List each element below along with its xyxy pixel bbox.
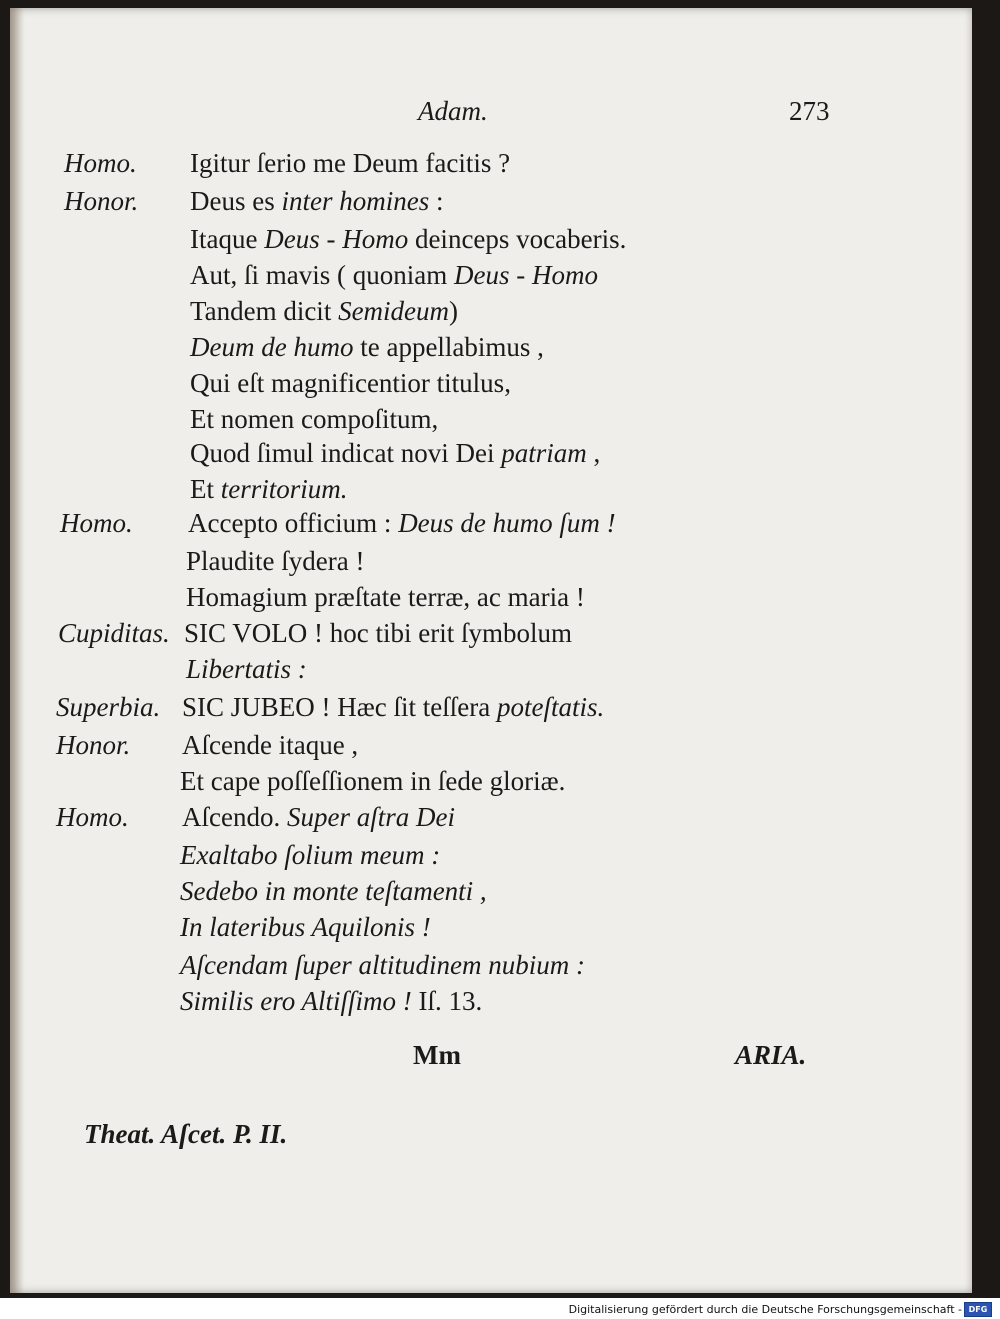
italic-text-segment: Libertatis : <box>186 654 307 684</box>
speaker-name: Homo. <box>56 802 129 832</box>
speaker-name: Cupiditas. <box>58 618 170 648</box>
text-segment: Aut, ſi mavis ( quoniam <box>190 260 454 290</box>
catchword: ARIA. <box>735 1040 807 1070</box>
dfg-logo: DFG <box>964 1302 992 1317</box>
verse-line <box>190 226 626 253</box>
italic-text-segment: In lateribus Aquilonis ! <box>180 912 431 942</box>
speaker-name: Superbia. <box>56 692 161 722</box>
text-segment: Plaudite ſydera ! <box>186 546 365 576</box>
text-segment: SIC JUBEO ! Hæc ſit teſſera <box>182 692 497 722</box>
text-segment: , <box>586 438 601 468</box>
verse-line <box>186 584 585 611</box>
verse-line <box>190 262 598 289</box>
verse-line <box>180 842 440 869</box>
text-segment: Aſcendo. <box>182 802 287 832</box>
text-segment: Itaque <box>190 224 265 254</box>
italic-text-segment: Semideum <box>338 296 450 326</box>
verse-line <box>190 440 600 467</box>
text-segment: Tandem dicit <box>190 296 339 326</box>
italic-text-segment: Deus - Homo <box>453 260 598 290</box>
verse-line <box>190 334 544 361</box>
verse-line <box>182 804 455 831</box>
verse-line <box>180 878 487 905</box>
verse-line <box>190 298 458 325</box>
text-segment: Quod ſimul indicat novi Dei <box>190 438 502 468</box>
italic-text-segment: Sedebo in monte teſtamenti , <box>180 876 487 906</box>
text-segment: Homagium præſtate terræ, ac maria ! <box>186 582 585 612</box>
verse-line <box>186 656 307 683</box>
verse-line <box>180 988 482 1015</box>
text-segment: ) <box>449 296 459 326</box>
italic-text-segment: inter homines <box>281 186 430 216</box>
footer-title: Theat. Aſcet. P. II. <box>84 1119 288 1149</box>
italic-text-segment: Deum de humo <box>190 332 354 362</box>
signature-mark: Mm <box>413 1040 461 1070</box>
verse-line <box>188 510 616 537</box>
text-segment: Aſcende itaque , <box>182 730 359 760</box>
verse-line <box>186 548 364 575</box>
speaker-name: Honor. <box>64 186 139 216</box>
italic-text-segment: Super aſtra Dei <box>286 802 455 832</box>
text-segment: Et <box>190 474 221 504</box>
verse-line <box>190 406 438 433</box>
verse-line <box>190 476 348 503</box>
speaker-name: Homo. <box>64 148 137 178</box>
speaker-name: Honor. <box>56 730 131 760</box>
verse-line <box>180 914 431 941</box>
text-segment: Qui eſt magnificentior titulus, <box>190 368 511 398</box>
verse-line <box>190 370 511 397</box>
text-segment: Iſ. 13. <box>411 986 483 1016</box>
text-segment: Et cape poſſeſſionem in ſede gloriæ. <box>180 766 566 796</box>
text-segment: te appellabimus , <box>353 332 544 362</box>
verse-line <box>180 768 565 795</box>
italic-text-segment: Deus - Homo <box>264 224 409 254</box>
italic-text-segment: Aſcendam ſuper altitudinem nubium : <box>180 950 585 980</box>
digitization-notice: Digitalisierung gefördert durch die Deutsche Forschungsgemeinschaft - <box>568 1303 962 1316</box>
text-segment: deinceps vocaberis. <box>408 224 627 254</box>
verse-line <box>184 620 572 647</box>
verse-line <box>180 952 585 979</box>
text-segment: Et nomen compoſitum, <box>190 404 439 434</box>
verse-line <box>182 694 604 721</box>
text-segment: SIC VOLO ! hoc tibi erit ſymbolum <box>184 618 572 648</box>
text-segment: Igitur ſerio me Deum facitis ? <box>190 148 511 178</box>
italic-text-segment: Exaltabo ſolium meum : <box>180 840 441 870</box>
italic-text-segment: Deus de humo ſum ! <box>398 508 616 538</box>
speaker-name: Homo. <box>60 508 133 538</box>
text-segment: Deus es <box>190 186 282 216</box>
verse-line <box>190 188 444 215</box>
italic-text-segment: Similis ero Altiſſimo ! <box>180 986 412 1016</box>
italic-text-segment: territorium. <box>220 474 348 504</box>
italic-text-segment: poteſtatis. <box>496 692 605 722</box>
verse-line <box>182 732 358 759</box>
italic-text-segment: patriam <box>501 438 587 468</box>
verse-line <box>190 150 510 177</box>
book-page <box>10 8 972 1293</box>
text-segment: : <box>429 186 444 216</box>
text-segment: Accepto officium : <box>188 508 399 538</box>
running-head: Adam. <box>418 96 488 126</box>
page-number: 273 <box>789 96 830 126</box>
